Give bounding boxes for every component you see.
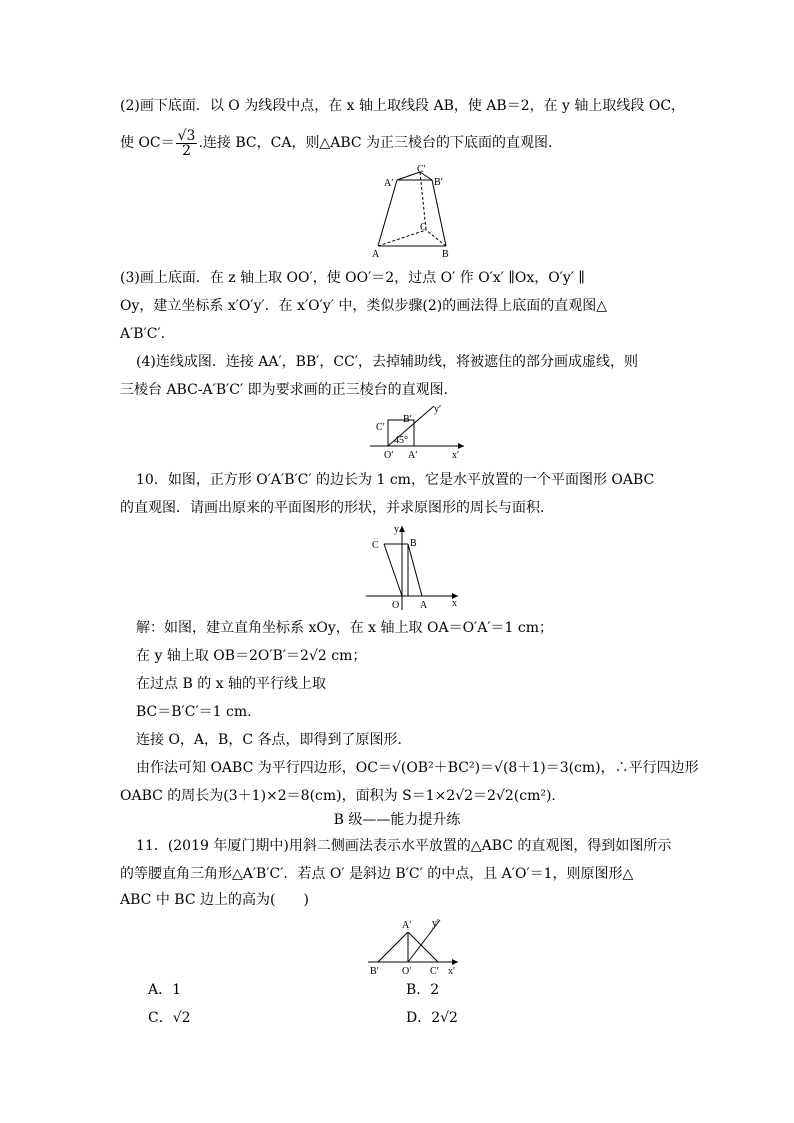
solution-line6: 由作法可知 OABC 为平行四边形，OC＝√(OB²＋BC²)＝√(8＋1)＝3(cm)，∴平行四边形 (136, 760, 699, 776)
solution-line5: 连接 O，A，B，C 各点，即得到了原图形． (136, 732, 412, 748)
sqrt3-over-2-fraction (176, 129, 198, 158)
label-y-prime: y′ (434, 404, 442, 415)
label-x-prime: x′ (452, 450, 460, 460)
q11-line2: 的等腰直角三角形△A′B′C′．若点 O′ 是斜边 B′C′ 的中点，且 A′O′＝1，则原图形△ (120, 866, 634, 882)
label-A: A (372, 249, 380, 260)
angle-45-label: 45° (394, 435, 408, 446)
label-B-prime: B′ (434, 177, 443, 188)
option-b[interactable]: B．2 (406, 982, 440, 998)
label-A-prime: A′ (402, 920, 412, 931)
option-a[interactable]: A．1 (148, 982, 182, 998)
solution-line7: OABC 的周长为(3＋1)×2＝8(cm)，面积为 S＝1×2√2＝2√2(cm²). (120, 788, 556, 804)
label-x: x (452, 598, 457, 609)
label-A: A (420, 600, 428, 611)
solution-line1: 解：如图，建立直角坐标系 xOy，在 x 轴上取 OA＝O′A′＝1 cm； (136, 620, 553, 636)
label-B-prime: B′ (370, 966, 379, 977)
q11-line1: 11．(2019 年厦门期中)用斜二侧画法表示水平放置的△ABC 的直观图，得到如图所示 (136, 838, 672, 854)
solution-line3: 在过点 B 的 x 轴的平行线上取 (136, 676, 326, 692)
solution-line4: BC＝B′C′＝1 cm. (136, 704, 252, 720)
label-x-prime: x′ (448, 966, 456, 977)
square-oblique-figure (368, 402, 468, 460)
label-B-prime: B′ (403, 414, 412, 425)
label-C: C (372, 540, 379, 551)
label-y: y (394, 524, 399, 535)
p2-line2 (120, 128, 562, 158)
label-A-prime: A′ (384, 178, 394, 189)
label-O-prime: O′ (402, 966, 412, 977)
solution-line2: 在 y 轴上取 OB＝2O′B′＝2√2 cm； (136, 648, 367, 664)
p3-line1: (3)画上底面．在 z 轴上取 OO′，使 OO′＝2，过点 O′ 作 O′x′ ∥Ox，O′y′ ∥ (120, 270, 585, 286)
parallelogram-figure (364, 522, 460, 612)
p3-line2: Oy，建立坐标系 x′O′y′．在 x′O′y′ 中，类似步骤(2)的画法得上底面的直观图△ (120, 298, 607, 314)
label-O-prime: O′ (384, 450, 394, 460)
label-C-prime: C′ (376, 422, 385, 433)
label-B: B (442, 249, 449, 260)
p3-line3: A′B′C′. (120, 326, 166, 342)
fraction-numerator: √3 (177, 127, 196, 144)
p4-line2: 三棱台 ABC-A′B′C′ 即为要求画的正三棱台的直观图． (120, 382, 458, 398)
option-c[interactable]: C．√2 (148, 1010, 191, 1026)
label-C-prime: C′ (417, 164, 426, 175)
triangle-oblique-figure (366, 914, 462, 978)
section-heading: B 级——能力提升练 (333, 812, 461, 828)
label-O: O (392, 600, 400, 611)
p2-line2-post: .连接 BC，CA，则△ABC 为正三棱台的下底面的直观图． (198, 135, 563, 151)
q11-line3: ABC 中 BC 边上的高为( ) (120, 892, 309, 908)
p2-line1: (2)画下底面．以 O 为线段中点，在 x 轴上取线段 AB，使 AB＝2，在 y 轴上取线段 OC， (120, 98, 686, 114)
option-d[interactable]: D．2√2 (406, 1010, 458, 1026)
label-C-prime: C′ (430, 966, 439, 977)
fraction-denominator: 2 (182, 142, 192, 159)
label-y-prime: y′ (432, 918, 440, 929)
p2-line2-pre: 使 OC＝ (120, 135, 175, 151)
label-A-prime: A′ (408, 450, 418, 460)
q10-line1: 10．如图，正方形 O′A′B′C′ 的边长为 1 cm，它是水平放置的一个平面图形 OABC (136, 472, 655, 488)
label-C: C (420, 222, 427, 233)
frustum-figure (370, 164, 456, 260)
p4-line1: (4)连线成图．连接 AA′，BB′，CC′，去掉辅助线，将被遮住的部分画成虚线，则 (136, 354, 639, 370)
label-B: B (410, 538, 417, 549)
q10-line2: 的直观图．请画出原来的平面图形的形状，并求原图形的周长与面积． (120, 500, 554, 516)
